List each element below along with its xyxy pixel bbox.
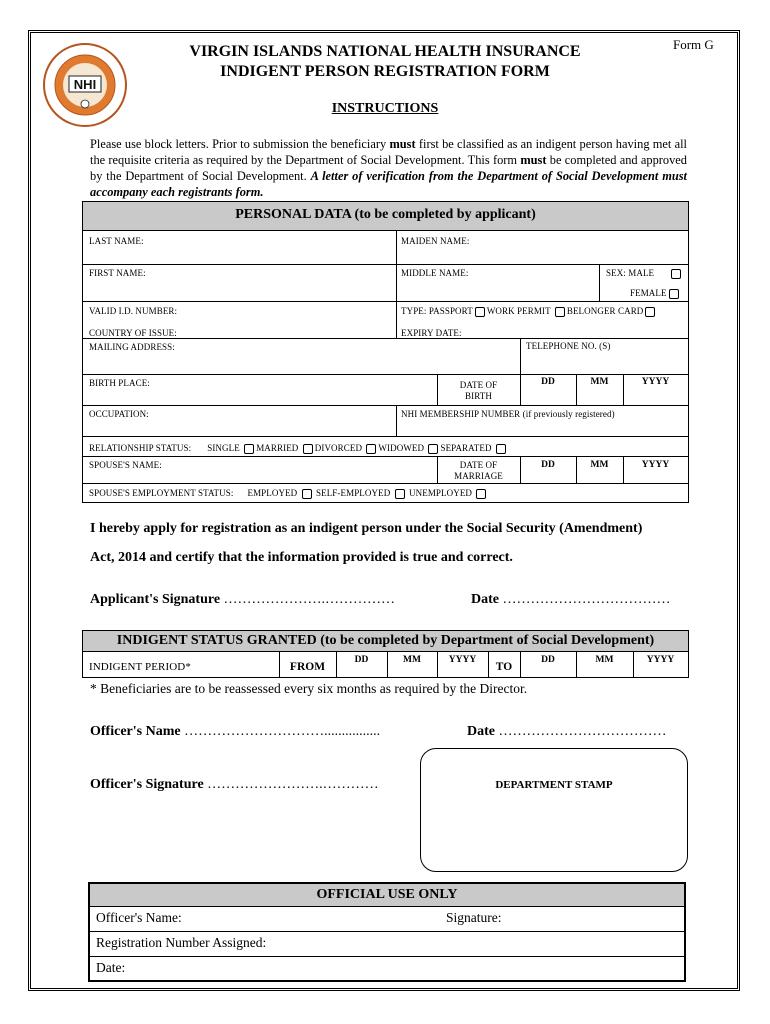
employed-checkbox[interactable] bbox=[302, 489, 312, 499]
department-stamp-label: DEPARTMENT STAMP bbox=[495, 779, 613, 791]
relationship-status-options: RELATIONSHIP STATUS: SINGLE MARRIED DIVORCED WIDOWED SEPARATED bbox=[89, 443, 508, 454]
dom-mm-label: MM bbox=[590, 460, 609, 470]
official-reg-number-label: Registration Number Assigned: bbox=[96, 935, 267, 950]
instructions-text: Please use block letters. Prior to submission the beneficiary must first be classified as an indigent person having met all the requisite criteria as required by the Department of Social Development. This form must be completed and approved by the Department of Social Development. A letter of verification from the Department of Social Development must accompany each registrants form. bbox=[90, 137, 687, 199]
separated-checkbox[interactable] bbox=[496, 444, 506, 454]
self-employed-checkbox[interactable] bbox=[395, 489, 405, 499]
work-permit-checkbox[interactable] bbox=[555, 307, 565, 317]
to-yyyy-label: YYYY bbox=[646, 655, 675, 665]
official-signature-label: Signature: bbox=[446, 910, 502, 925]
valid-id-label: VALID I.D. NUMBER: bbox=[89, 306, 178, 316]
form-title-line1: VIRGIN ISLANDS NATIONAL HEALTH INSURANCE bbox=[189, 43, 581, 60]
to-mm-label: MM bbox=[595, 655, 614, 665]
dob-label-line1: DATE OF bbox=[459, 380, 498, 390]
official-officer-name-label: Officer's Name: bbox=[96, 910, 182, 925]
id-type-options: TYPE: PASSPORT WORK PERMIT BELONGER CARD bbox=[401, 306, 657, 317]
official-use-box bbox=[88, 882, 686, 982]
from-dd-label: DD bbox=[354, 655, 369, 665]
sex-female-checkbox[interactable] bbox=[669, 289, 679, 299]
occupation-label: OCCUPATION: bbox=[89, 409, 149, 419]
officer-signature-field[interactable]: Officer's Signature …………………….………… bbox=[90, 777, 379, 792]
form-id: Form G bbox=[673, 37, 714, 52]
widowed-checkbox[interactable] bbox=[428, 444, 438, 454]
divorced-checkbox[interactable] bbox=[366, 444, 376, 454]
birth-place-label: BIRTH PLACE: bbox=[89, 378, 150, 388]
instructions-heading: INSTRUCTIONS bbox=[331, 101, 439, 116]
sex-female-option[interactable]: FEMALE bbox=[630, 288, 681, 299]
declaration-line1: I hereby apply for registration as an indigent person under the Social Security (Amendment) bbox=[90, 521, 643, 536]
last-name-label: LAST NAME: bbox=[89, 236, 144, 246]
to-dd-label: DD bbox=[541, 655, 555, 665]
reassessment-note: * Beneficiaries are to be reassessed every six months as required by the Director. bbox=[90, 681, 528, 696]
dob-yyyy-label: YYYY bbox=[641, 377, 670, 387]
expiry-date-label: EXPIRY DATE: bbox=[401, 328, 462, 338]
dom-dd-label: DD bbox=[541, 460, 555, 470]
indigent-status-heading: INDIGENT STATUS GRANTED (to be completed by Department of Social Development) bbox=[82, 630, 689, 652]
dom-label-line2: MARRIAGE bbox=[454, 471, 503, 481]
country-issue-label: COUNTRY OF ISSUE: bbox=[89, 328, 177, 338]
department-stamp-box bbox=[420, 748, 688, 872]
officer-date-field[interactable]: Date ……………………………… bbox=[467, 724, 667, 739]
form-title-line2: INDIGENT PERSON REGISTRATION FORM bbox=[220, 63, 550, 80]
official-date-label: Date: bbox=[96, 960, 126, 975]
middle-name-label: MIDDLE NAME: bbox=[401, 268, 469, 278]
applicant-signature-field[interactable]: Applicant's Signature ………………….…………… bbox=[90, 592, 396, 607]
sex-male-option[interactable]: SEX: MALE bbox=[606, 268, 683, 279]
from-mm-label: MM bbox=[403, 655, 421, 665]
from-label: FROM bbox=[289, 661, 326, 673]
dob-mm-label: MM bbox=[590, 377, 609, 387]
from-yyyy-label: YYYY bbox=[448, 655, 477, 665]
maiden-name-label: MAIDEN NAME: bbox=[401, 236, 470, 246]
dob-label-line2: BIRTH bbox=[465, 391, 492, 401]
declaration-line2: Act, 2014 and certify that the information provided is true and correct. bbox=[90, 550, 513, 565]
mailing-address-label: MAILING ADDRESS: bbox=[89, 342, 175, 352]
spouse-employment-options: SPOUSE'S EMPLOYMENT STATUS: EMPLOYED SELF-EMPLOYED UNEMPLOYED bbox=[89, 488, 488, 499]
first-name-label: FIRST NAME: bbox=[89, 268, 146, 278]
officer-name-field[interactable]: Officer's Name …………………………................ bbox=[90, 724, 381, 739]
dob-dd-label: DD bbox=[541, 377, 555, 387]
dom-label-line1: DATE OF bbox=[459, 460, 498, 470]
personal-data-heading: PERSONAL DATA (to be completed by applicant) bbox=[82, 201, 689, 231]
belonger-card-checkbox[interactable] bbox=[645, 307, 655, 317]
applicant-date-field[interactable]: Date ……………………………… bbox=[471, 592, 671, 607]
sex-male-checkbox[interactable] bbox=[671, 269, 681, 279]
married-checkbox[interactable] bbox=[303, 444, 313, 454]
official-use-heading: OFFICIAL USE ONLY bbox=[90, 884, 684, 906]
unemployed-checkbox[interactable] bbox=[476, 489, 486, 499]
spouse-name-label: SPOUSE'S NAME: bbox=[89, 460, 162, 470]
indigent-period-label: INDIGENT PERIOD* bbox=[89, 661, 191, 673]
dom-yyyy-label: YYYY bbox=[641, 460, 670, 470]
nhi-number-label: NHI MEMBERSHIP NUMBER (if previously registered) bbox=[401, 409, 615, 419]
telephone-label: TELEPHONE NO. (S) bbox=[526, 341, 611, 351]
to-label: TO bbox=[495, 661, 513, 673]
single-checkbox[interactable] bbox=[244, 444, 254, 454]
svg-text:NHI: NHI bbox=[73, 77, 97, 92]
passport-checkbox[interactable] bbox=[475, 307, 485, 317]
